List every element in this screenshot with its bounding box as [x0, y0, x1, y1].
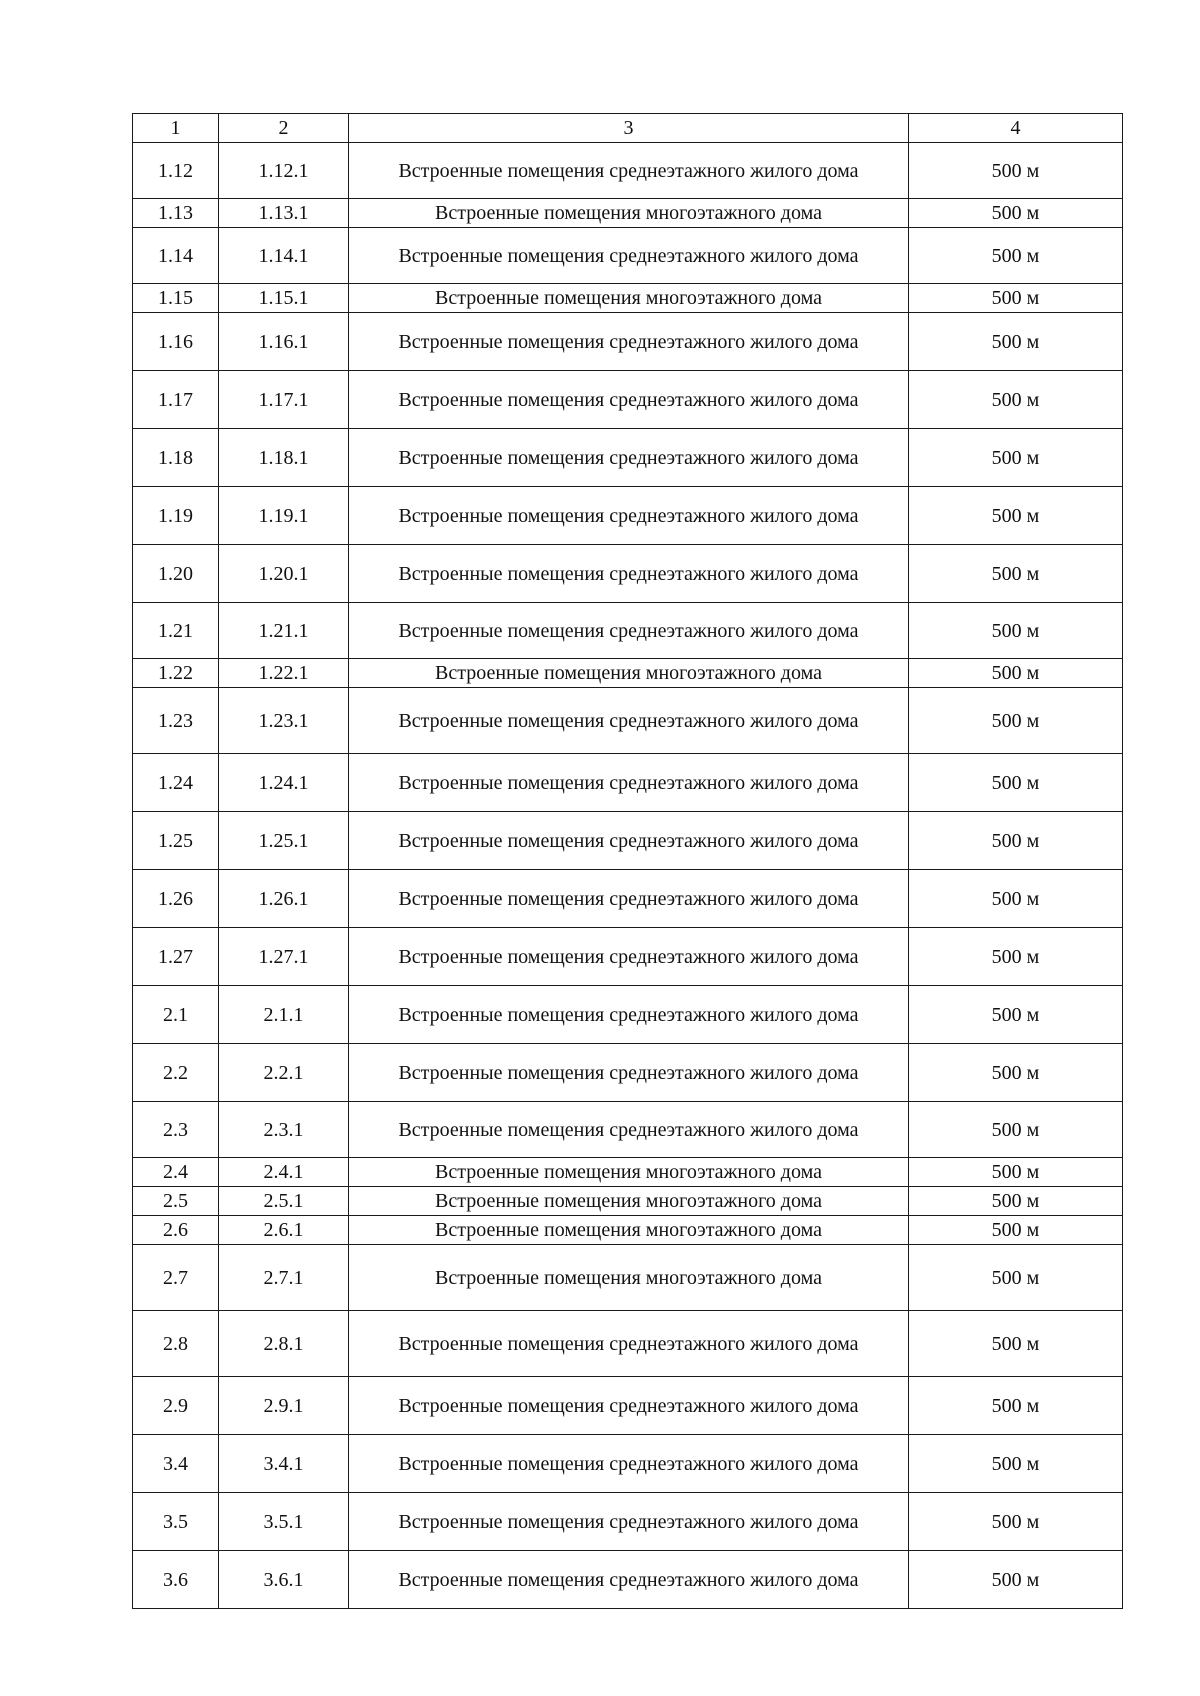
- distance-cell: 500 м: [909, 1158, 1123, 1187]
- row-number-cell: 1.26: [133, 870, 219, 928]
- distance-cell: 500 м: [909, 487, 1123, 545]
- distance-cell: 500 м: [909, 143, 1123, 199]
- sub-number-cell: 1.25.1: [219, 812, 349, 870]
- distance-cell: 500 м: [909, 603, 1123, 659]
- row-number-cell: 3.6: [133, 1551, 219, 1609]
- table-row: [133, 284, 1123, 313]
- sub-number-cell: 1.19.1: [219, 487, 349, 545]
- sub-number-cell: 1.21.1: [219, 603, 349, 659]
- table-row: [133, 1216, 1123, 1245]
- row-number-cell: 1.23: [133, 688, 219, 754]
- description-cell: Встроенные помещения среднеэтажного жилого дома: [349, 870, 909, 928]
- sub-number-cell: 1.20.1: [219, 545, 349, 603]
- table-row: [133, 143, 1123, 199]
- description-cell: Встроенные помещения многоэтажного дома: [349, 1187, 909, 1216]
- description-cell: Встроенные помещения среднеэтажного жилого дома: [349, 1311, 909, 1377]
- description-cell: Встроенные помещения среднеэтажного жилого дома: [349, 1044, 909, 1102]
- description-cell: Встроенные помещения среднеэтажного жилого дома: [349, 429, 909, 487]
- table-row: [133, 1311, 1123, 1377]
- table-row: [133, 1377, 1123, 1435]
- description-cell: Встроенные помещения многоэтажного дома: [349, 1245, 909, 1311]
- row-number-cell: 2.3: [133, 1102, 219, 1158]
- description-cell: Встроенные помещения среднеэтажного жилого дома: [349, 371, 909, 429]
- table-row: [133, 928, 1123, 986]
- table-row: [133, 1044, 1123, 1102]
- distance-cell: 500 м: [909, 429, 1123, 487]
- row-number-cell: 3.5: [133, 1493, 219, 1551]
- description-cell: Встроенные помещения среднеэтажного жилого дома: [349, 1435, 909, 1493]
- sub-number-cell: 1.15.1: [219, 284, 349, 313]
- distance-cell: 500 м: [909, 754, 1123, 812]
- row-number-cell: 2.6: [133, 1216, 219, 1245]
- description-cell: Встроенные помещения среднеэтажного жилого дома: [349, 228, 909, 284]
- description-cell: Встроенные помещения среднеэтажного жилого дома: [349, 487, 909, 545]
- row-number-cell: 2.2: [133, 1044, 219, 1102]
- distance-cell: 500 м: [909, 1216, 1123, 1245]
- table-row: [133, 659, 1123, 688]
- table-row: [133, 228, 1123, 284]
- row-number-cell: 1.18: [133, 429, 219, 487]
- distance-cell: 500 м: [909, 688, 1123, 754]
- description-cell: Встроенные помещения среднеэтажного жилого дома: [349, 1377, 909, 1435]
- sub-number-cell: 1.26.1: [219, 870, 349, 928]
- table-row: [133, 870, 1123, 928]
- sub-number-cell: 2.6.1: [219, 1216, 349, 1245]
- sub-number-cell: 1.23.1: [219, 688, 349, 754]
- header-cell-3: 3: [349, 114, 909, 143]
- description-cell: Встроенные помещения среднеэтажного жилого дома: [349, 688, 909, 754]
- distance-cell: 500 м: [909, 1187, 1123, 1216]
- distance-cell: 500 м: [909, 228, 1123, 284]
- table-body: [133, 114, 1123, 1609]
- row-number-cell: 1.21: [133, 603, 219, 659]
- distance-cell: 500 м: [909, 545, 1123, 603]
- row-number-cell: 3.4: [133, 1435, 219, 1493]
- sub-number-cell: 2.9.1: [219, 1377, 349, 1435]
- row-number-cell: 1.27: [133, 928, 219, 986]
- row-number-cell: 1.19: [133, 487, 219, 545]
- description-cell: Встроенные помещения многоэтажного дома: [349, 199, 909, 228]
- description-cell: Встроенные помещения многоэтажного дома: [349, 659, 909, 688]
- distance-cell: 500 м: [909, 1102, 1123, 1158]
- distance-cell: 500 м: [909, 812, 1123, 870]
- row-number-cell: 1.14: [133, 228, 219, 284]
- table-header-row: [133, 114, 1123, 143]
- description-cell: Встроенные помещения многоэтажного дома: [349, 1158, 909, 1187]
- sub-number-cell: 3.6.1: [219, 1551, 349, 1609]
- distance-cell: 500 м: [909, 1493, 1123, 1551]
- row-number-cell: 1.22: [133, 659, 219, 688]
- description-cell: Встроенные помещения среднеэтажного жилого дома: [349, 1493, 909, 1551]
- row-number-cell: 1.15: [133, 284, 219, 313]
- sub-number-cell: 2.1.1: [219, 986, 349, 1044]
- table-row: [133, 429, 1123, 487]
- table-row: [133, 199, 1123, 228]
- table-row: [133, 1551, 1123, 1609]
- sub-number-cell: 2.3.1: [219, 1102, 349, 1158]
- table-row: [133, 986, 1123, 1044]
- sub-number-cell: 1.14.1: [219, 228, 349, 284]
- table-row: [133, 1158, 1123, 1187]
- table-row: [133, 603, 1123, 659]
- description-cell: Встроенные помещения среднеэтажного жилого дома: [349, 1102, 909, 1158]
- sub-number-cell: 3.4.1: [219, 1435, 349, 1493]
- row-number-cell: 1.16: [133, 313, 219, 371]
- sub-number-cell: 1.17.1: [219, 371, 349, 429]
- distance-cell: 500 м: [909, 1435, 1123, 1493]
- row-number-cell: 1.20: [133, 545, 219, 603]
- table-row: [133, 313, 1123, 371]
- table-row: [133, 371, 1123, 429]
- sub-number-cell: 2.8.1: [219, 1311, 349, 1377]
- distance-cell: 500 м: [909, 313, 1123, 371]
- row-number-cell: 2.8: [133, 1311, 219, 1377]
- sub-number-cell: 2.4.1: [219, 1158, 349, 1187]
- row-number-cell: 1.12: [133, 143, 219, 199]
- row-number-cell: 2.5: [133, 1187, 219, 1216]
- sub-number-cell: 1.27.1: [219, 928, 349, 986]
- table-row: [133, 545, 1123, 603]
- description-cell: Встроенные помещения среднеэтажного жилого дома: [349, 143, 909, 199]
- sub-number-cell: 2.5.1: [219, 1187, 349, 1216]
- sub-number-cell: 1.22.1: [219, 659, 349, 688]
- row-number-cell: 2.1: [133, 986, 219, 1044]
- distance-cell: 500 м: [909, 870, 1123, 928]
- distance-cell: 500 м: [909, 284, 1123, 313]
- distance-cell: 500 м: [909, 928, 1123, 986]
- row-number-cell: 2.7: [133, 1245, 219, 1311]
- row-number-cell: 1.17: [133, 371, 219, 429]
- row-number-cell: 1.13: [133, 199, 219, 228]
- data-table: [132, 113, 1123, 1609]
- distance-cell: 500 м: [909, 371, 1123, 429]
- header-cell-2: 2: [219, 114, 349, 143]
- table-row: [133, 688, 1123, 754]
- sub-number-cell: 2.7.1: [219, 1245, 349, 1311]
- distance-cell: 500 м: [909, 199, 1123, 228]
- sub-number-cell: 1.12.1: [219, 143, 349, 199]
- row-number-cell: 2.9: [133, 1377, 219, 1435]
- description-cell: Встроенные помещения среднеэтажного жилого дома: [349, 603, 909, 659]
- sub-number-cell: 3.5.1: [219, 1493, 349, 1551]
- sub-number-cell: 1.18.1: [219, 429, 349, 487]
- table-row: [133, 487, 1123, 545]
- description-cell: Встроенные помещения среднеэтажного жилого дома: [349, 754, 909, 812]
- description-cell: Встроенные помещения многоэтажного дома: [349, 284, 909, 313]
- row-number-cell: 2.4: [133, 1158, 219, 1187]
- sub-number-cell: 1.16.1: [219, 313, 349, 371]
- sub-number-cell: 1.24.1: [219, 754, 349, 812]
- description-cell: Встроенные помещения среднеэтажного жилого дома: [349, 812, 909, 870]
- description-cell: Встроенные помещения многоэтажного дома: [349, 1216, 909, 1245]
- distance-cell: 500 м: [909, 1044, 1123, 1102]
- description-cell: Встроенные помещения среднеэтажного жилого дома: [349, 313, 909, 371]
- description-cell: Встроенные помещения среднеэтажного жилого дома: [349, 1551, 909, 1609]
- sub-number-cell: 1.13.1: [219, 199, 349, 228]
- distance-cell: 500 м: [909, 659, 1123, 688]
- header-cell-4: 4: [909, 114, 1123, 143]
- table-row: [133, 1435, 1123, 1493]
- table-row: [133, 1187, 1123, 1216]
- description-cell: Встроенные помещения среднеэтажного жилого дома: [349, 545, 909, 603]
- table-row: [133, 754, 1123, 812]
- distance-cell: 500 м: [909, 1551, 1123, 1609]
- distance-cell: 500 м: [909, 986, 1123, 1044]
- row-number-cell: 1.24: [133, 754, 219, 812]
- table-row: [133, 1493, 1123, 1551]
- distance-cell: 500 м: [909, 1377, 1123, 1435]
- distance-cell: 500 м: [909, 1245, 1123, 1311]
- description-cell: Встроенные помещения среднеэтажного жилого дома: [349, 928, 909, 986]
- distance-cell: 500 м: [909, 1311, 1123, 1377]
- description-cell: Встроенные помещения среднеэтажного жилого дома: [349, 986, 909, 1044]
- table-row: [133, 1102, 1123, 1158]
- header-cell-1: 1: [133, 114, 219, 143]
- row-number-cell: 1.25: [133, 812, 219, 870]
- table-row: [133, 812, 1123, 870]
- sub-number-cell: 2.2.1: [219, 1044, 349, 1102]
- table-row: [133, 1245, 1123, 1311]
